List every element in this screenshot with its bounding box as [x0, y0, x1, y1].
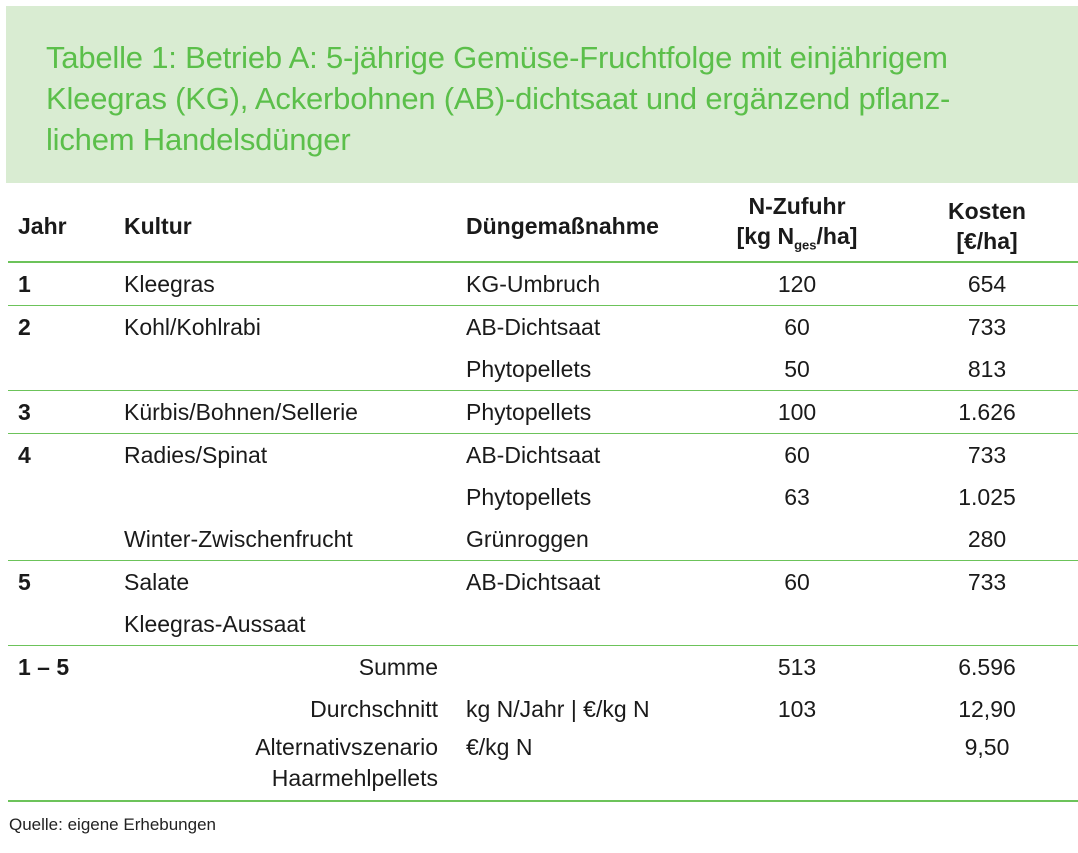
cell-jahr — [8, 603, 124, 646]
cell-jahr: 5 — [18, 569, 31, 595]
cell-n: 60 — [784, 314, 810, 340]
table-row — [8, 603, 1078, 646]
summe-label: Summe — [358, 654, 438, 680]
table-title-box — [6, 6, 1078, 183]
alternativ-n — [698, 730, 896, 801]
header-n-line2-post: /ha] — [816, 223, 858, 250]
table-title — [46, 37, 1058, 160]
table-row — [8, 561, 1078, 604]
summary-row-durchschnitt — [8, 688, 1078, 730]
cell-massnahme: AB-Dichtsaat — [466, 569, 601, 595]
cell-n: 60 — [784, 442, 810, 468]
cell-massnahme: Phytopellets — [456, 348, 698, 391]
cell-jahr — [8, 476, 124, 518]
cell-jahr: 4 — [18, 442, 31, 468]
cell-massnahme — [456, 603, 698, 646]
cell-jahr: 2 — [18, 314, 31, 340]
cell-kultur: Salate — [124, 569, 190, 595]
cell-n: 50 — [698, 348, 896, 391]
table-row — [8, 262, 1078, 306]
cell-n — [698, 603, 896, 646]
cell-n: 100 — [698, 391, 896, 434]
cell-jahr: 3 — [8, 391, 124, 434]
table-row — [8, 306, 1078, 349]
alternativ-unit: €/kg N — [456, 730, 698, 801]
alternativ-label — [124, 730, 456, 801]
header-kultur: Kultur — [124, 191, 456, 262]
cell-kosten: 733 — [967, 442, 1007, 468]
header-kosten-line1: Kosten — [948, 198, 1026, 224]
table-row — [8, 476, 1078, 518]
cell-massnahme: Phytopellets — [466, 484, 592, 510]
cell-jahr: 1 — [8, 262, 124, 306]
alternativ-label-line2: Haarmehlpellets — [271, 765, 438, 791]
cell-kosten: 1.626 — [896, 391, 1078, 434]
cell-massnahme: AB-Dichtsaat — [466, 442, 601, 468]
cell-kultur: Winter-Zwischenfrucht — [124, 518, 456, 561]
cell-massnahme: KG-Umbruch — [456, 262, 698, 306]
data-table — [8, 191, 1078, 802]
header-n-line2-pre: [kg N — [736, 223, 795, 250]
cell-jahr — [8, 518, 124, 561]
cell-n: 120 — [698, 262, 896, 306]
cell-kosten: 813 — [896, 348, 1078, 391]
cell-kosten: 733 — [967, 314, 1007, 340]
header-n-zufuhr — [698, 191, 896, 262]
table-row — [8, 518, 1078, 561]
durchschnitt-n: 103 — [777, 696, 817, 722]
cell-kultur: Kleegras-Aussaat — [124, 603, 456, 646]
source-note: Quelle: eigene Erhebungen — [9, 815, 216, 834]
cell-kultur: Kleegras — [124, 262, 456, 306]
cell-jahr — [8, 688, 124, 730]
header-kosten — [896, 191, 1078, 262]
cell-kosten: 733 — [967, 569, 1007, 595]
cell-kosten — [896, 603, 1078, 646]
cell-massnahme: Phytopellets — [456, 391, 698, 434]
summe-n: 513 — [777, 654, 817, 680]
title-line: Tabelle 1: Betrieb A: 5-jährige Gemüse-Fruchtfolge mit einjährigem — [46, 40, 948, 75]
table-row — [8, 434, 1078, 477]
header-duengemassnahme: Düngemaßnahme — [456, 191, 698, 262]
cell-kultur: Radies/Spinat — [124, 442, 268, 468]
cell-kultur — [124, 348, 456, 391]
cell-n: 63 — [784, 484, 810, 510]
cell-kultur — [124, 476, 456, 518]
alternativ-label-line1: Alternativszenario — [255, 734, 438, 760]
cell-n — [698, 518, 896, 561]
title-line: lichem Handelsdünger — [46, 122, 351, 157]
alternativ-kosten: 9,50 — [896, 730, 1078, 801]
durchschnitt-unit: kg N/Jahr | €/kg N — [466, 696, 650, 722]
header-row — [8, 191, 1078, 262]
header-n-line1: N-Zufuhr — [748, 193, 846, 220]
durchschnitt-kosten: 12,90 — [958, 696, 1016, 722]
summary-row-alternativ — [8, 730, 1078, 801]
cell-jahr-range: 1 – 5 — [18, 654, 70, 680]
cell-kultur: Kohl/Kohlrabi — [124, 314, 261, 340]
table-row — [8, 348, 1078, 391]
cell-kultur: Kürbis/Bohnen/Sellerie — [124, 391, 456, 434]
cell-jahr — [8, 730, 124, 801]
cell-n: 60 — [784, 569, 810, 595]
cell-kosten: 654 — [896, 262, 1078, 306]
summary-row-summe — [8, 646, 1078, 689]
header-n-sub: ges — [794, 237, 817, 253]
table-row — [8, 391, 1078, 434]
summe-kosten: 6.596 — [958, 654, 1016, 680]
cell-jahr — [8, 348, 124, 391]
durchschnitt-label: Durchschnitt — [310, 696, 438, 722]
title-line: Kleegras (KG), Ackerbohnen (AB)-dichtsaat und ergänzend pflanz- — [46, 81, 951, 116]
cell-massnahme: AB-Dichtsaat — [466, 314, 601, 340]
summe-unit — [456, 646, 698, 689]
header-kosten-line2: [€/ha] — [956, 228, 1018, 254]
cell-kosten: 280 — [896, 518, 1078, 561]
cell-massnahme: Grünroggen — [456, 518, 698, 561]
header-jahr: Jahr — [8, 191, 124, 262]
cell-kosten: 1.025 — [958, 484, 1016, 510]
